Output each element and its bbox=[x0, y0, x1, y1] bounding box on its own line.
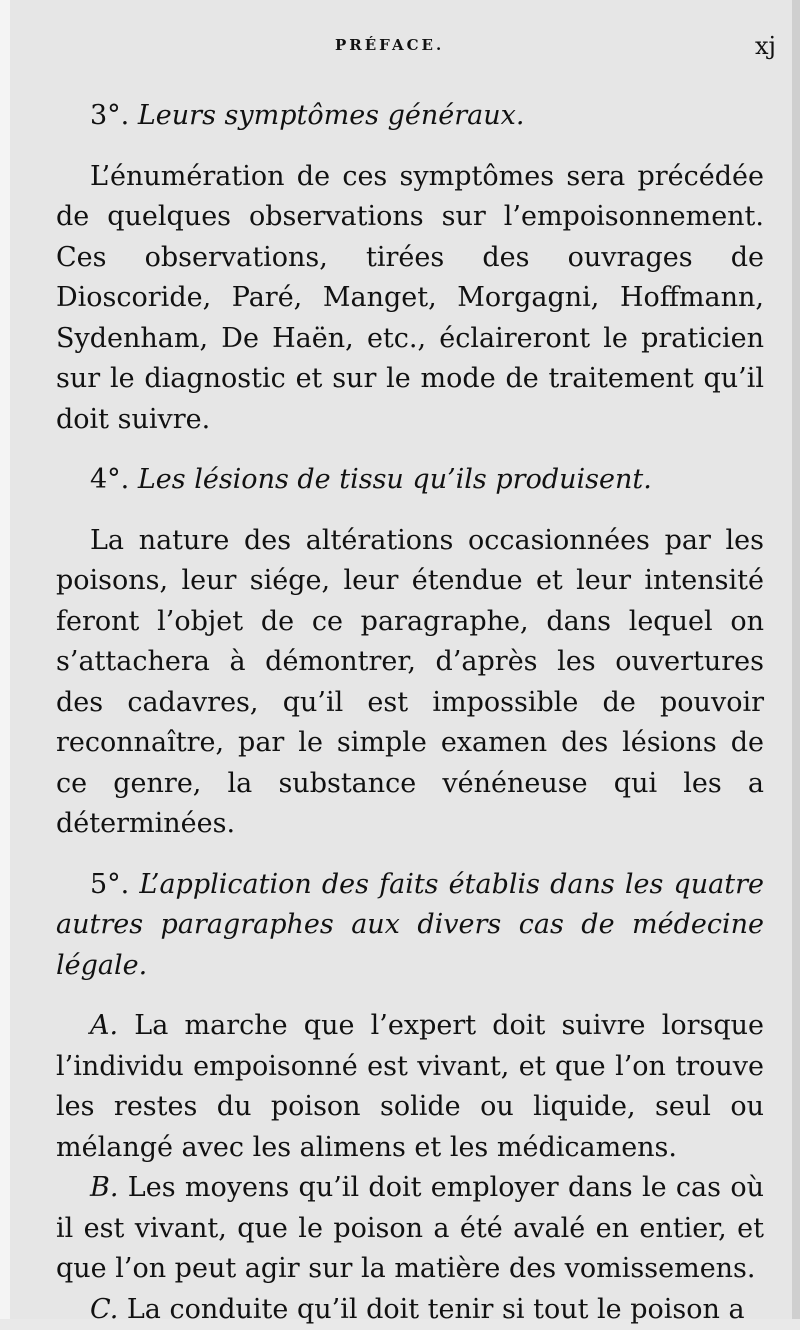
section-heading-3 bbox=[56, 96, 764, 137]
item-text: La conduite qu’il doit tenir si tout le poison a bbox=[127, 1294, 745, 1325]
item-letter: B. bbox=[90, 1172, 118, 1203]
item-text: Les moyens qu’il doit employer dans le cas où il est vivant, que le poison a été avalé en entier, et que l’on peut agir sur la matière des vomissemens. bbox=[56, 1172, 764, 1284]
section-title: Leurs symptômes généraux. bbox=[138, 100, 525, 131]
section-number: 5°. bbox=[90, 869, 129, 900]
section-number: 3°. bbox=[90, 100, 129, 131]
running-title: PRÉFACE. bbox=[335, 36, 444, 54]
section-paragraph-4: La nature des altérations occasionnées par les poisons, leur siége, leur étendue et leur intensité feront l’objet de ce paragraphe, dans lequel on s’attachera à démontrer, d’après les ouvertures des cadavres, qu’il est impossible de pouvoir reconnaître, par le simple examen des lésions de ce genre, la substance vénéneuse qui les a déterminées. bbox=[56, 521, 764, 845]
section-title: Les lésions de tissu qu’ils produisent. bbox=[138, 464, 652, 495]
section-number: 4°. bbox=[90, 464, 129, 495]
list-item-c bbox=[56, 1290, 764, 1330]
item-letter: A. bbox=[90, 1010, 118, 1041]
running-head bbox=[10, 36, 800, 66]
section-paragraph-3: L’énumération de ces symptômes sera précédée de quelques observations sur l’empoisonnement. Ces observations, tirées des ouvrages de Dioscoride, Paré, Manget, Morgagni, Hoffmann, Sydenham, De Haën, etc., éclaireront le praticien sur le diagnostic et sur le mode de traitement qu’il doit suivre. bbox=[56, 157, 764, 441]
list-item-a bbox=[56, 1006, 764, 1168]
item-letter: C. bbox=[90, 1294, 118, 1325]
section-heading-4 bbox=[56, 460, 764, 501]
body-text bbox=[56, 96, 764, 1330]
item-text: La marche que l’expert doit suivre lorsque l’individu empoisonné est vivant, et que l’on trouve les restes du poison solide ou liquide, seul ou mélangé avec les alimens et les médicamens. bbox=[56, 1010, 764, 1163]
page-number: xj bbox=[755, 32, 776, 60]
section-title: L’application des faits établis dans les quatre autres paragraphes aux divers cas de médecine légale. bbox=[56, 869, 764, 981]
list-item-b bbox=[56, 1168, 764, 1290]
section-heading-5 bbox=[56, 865, 764, 987]
